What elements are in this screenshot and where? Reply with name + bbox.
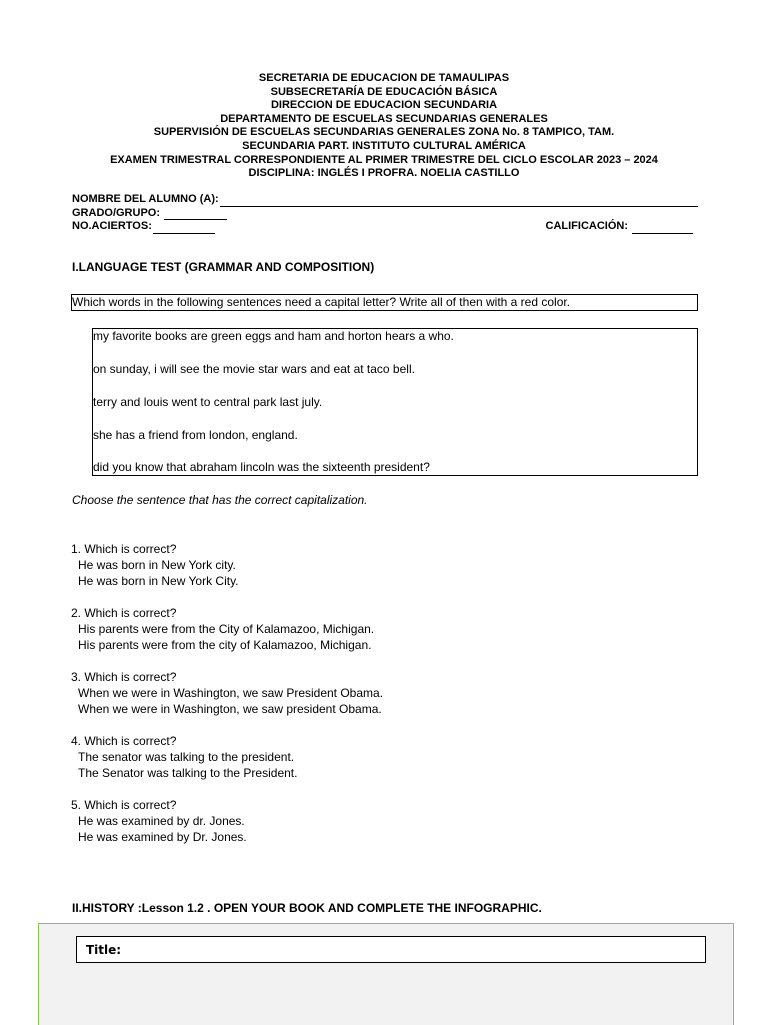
answer-option[interactable]: He was born in New York city. [78,558,236,572]
infographic-box [38,923,734,1025]
header-line: DIRECCION DE EDUCACION SECUNDARIA [270,99,498,112]
name-label: NOMBRE DEL ALUMNO (A): [72,193,219,205]
answer-option[interactable]: When we were in Washington, we saw President Obama. [78,686,384,700]
sentence: she has a friend from london, england. [93,428,298,442]
header-line: DISCIPLINA: INGLÉS I PROFRA. NOELIA CASTILLO [248,167,520,180]
sentence: my favorite books are green eggs and ham and horton hears a who. [93,329,454,343]
answer-option[interactable]: He was born in New York City. [78,574,239,588]
header-line: SUPERVISIÓN DE ESCUELAS SECUNDARIAS GENERALES ZONA No. 8 TAMPICO, TAM. [153,126,615,139]
question [71,797,247,845]
question [71,541,239,589]
group-blank[interactable] [164,209,227,220]
answer-option[interactable]: His parents were from the City of Kalamazoo, Michigan. [78,622,375,636]
grade-label: CALIFICACIÓN: [545,220,628,232]
header-line: EXAMEN TRIMESTRAL CORRESPONDIENTE AL PRIMER TRIMESTRE DEL CICLO ESCOLAR 2023 – 2024 [110,153,658,166]
answer-option[interactable]: The Senator was talking to the President. [78,766,298,780]
infographic-title-field[interactable]: Title: [76,936,706,963]
choose-instruction: Choose the sentence that has the correct capitalization. [72,493,368,507]
grade-blank[interactable] [632,223,693,234]
question-prompt: 2. Which is correct? [71,606,177,620]
answer-option[interactable]: He was examined by dr. Jones. [78,814,245,828]
answer-option[interactable]: The senator was talking to the president. [78,750,295,764]
group-row [72,207,698,221]
question [71,733,297,781]
question [71,669,383,717]
question-prompt: 4. Which is correct? [71,734,177,748]
answer-option[interactable]: His parents were from the city of Kalamazoo, Michigan. [78,638,372,652]
question [71,605,374,653]
document-header [0,72,768,181]
sentence: terry and louis went to central park last july. [93,395,323,409]
name-row [72,193,698,207]
header-line: DEPARTAMENTO DE ESCUELAS SECUNDARIAS GENERALES [220,112,548,125]
sentence: on sunday, i will see the movie star wars and eat at taco bell. [93,362,415,376]
sentence: did you know that abraham lincoln was the sixteenth president? [93,460,430,474]
answer-option[interactable]: When we were in Washington, we saw president Obama. [78,702,382,716]
section-2-title: II.HISTORY :Lesson 1.2 . OPEN YOUR BOOK AND COMPLETE THE INFOGRAPHIC. [72,901,542,915]
hits-blank[interactable] [153,223,215,234]
section-1-title: I.LANGUAGE TEST (GRAMMAR AND COMPOSITION) [72,260,375,274]
instruction-box: Which words in the following sentences need a capital letter? Write all of then with a red color. [71,294,698,311]
group-label: GRADO/GRUPO: [72,206,160,219]
header-line: SECUNDARIA PART. INSTITUTO CULTURAL AMÉRICA [242,139,526,152]
question-prompt: 1. Which is correct? [71,542,177,556]
hits-row [72,220,698,234]
header-line: SECRETARIA DE EDUCACION DE TAMAULIPAS [258,72,510,84]
answer-option[interactable]: He was examined by Dr. Jones. [78,830,247,844]
student-info [72,193,698,234]
header-line: SUBSECRETARÍA DE EDUCACIÓN BÁSICA [270,85,498,98]
sentences-box [92,328,698,476]
hits-label: NO.ACIERTOS: [72,220,152,232]
name-blank[interactable] [220,196,698,207]
question-prompt: 3. Which is correct? [71,670,177,684]
question-prompt: 5. Which is correct? [71,798,177,812]
